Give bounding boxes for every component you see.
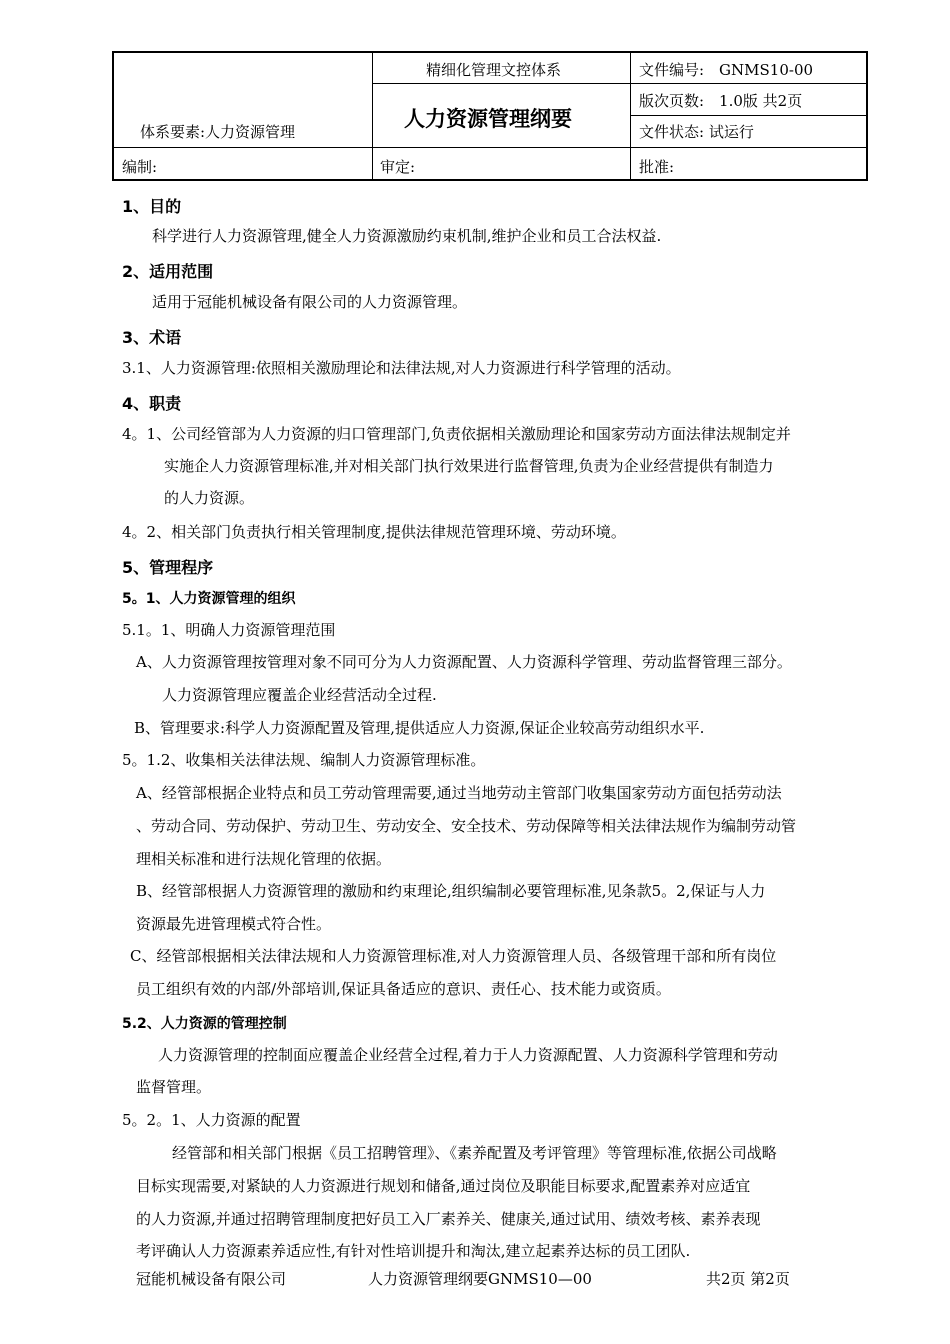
paragraph: 的人力资源。 [164, 489, 255, 507]
subsection-heading: 5。1、人力资源管理的组织 [122, 591, 296, 607]
paragraph: B、管理要求:科学人力资源配置及管理,提供适应人力资源,保证企业较高劳动组织水平. [134, 719, 705, 737]
document-title: 人力资源管理纲要 [404, 107, 572, 131]
document-number: 文件编号: GNMS10-00 [639, 61, 814, 79]
section-heading-purpose: 1、目的 [122, 197, 182, 216]
header-divider [372, 53, 373, 181]
header-divider [630, 53, 631, 181]
paragraph: A、经管部根据企业特点和员工劳动管理需要,通过当地劳动主管部门收集国家劳动方面包括劳动法 [136, 784, 782, 802]
section-heading-procedure: 5、管理程序 [122, 558, 214, 577]
prepared-by-label: 编制: [122, 158, 158, 176]
footer-company: 冠能机械设备有限公司 [136, 1270, 287, 1288]
system-name: 精细化管理文控体系 [426, 61, 562, 79]
paragraph: C、经管部根据相关法律法规和人力资源管理标准,对人力资源管理人员、各级管理干部和所有岗位 [130, 947, 777, 965]
paragraph: 人力资源管理的控制面应覆盖企业经营全过程,着力于人力资源配置、人力资源科学管理和劳动 [158, 1046, 778, 1064]
footer-page-number: 共2页 第2页 [706, 1270, 790, 1288]
system-element: 体系要素:人力资源管理 [140, 123, 296, 141]
paragraph: 4。1、公司经管部为人力资源的归口管理部门,负责依据相关激励理论和国家劳动方面法律法规制定并 [122, 425, 791, 443]
header-divider [372, 83, 868, 84]
paragraph: 目标实现需要,对紧缺的人力资源进行规划和储备,通过岗位及职能目标要求,配置素养对应适宜 [136, 1177, 751, 1195]
paragraph: 监督管理。 [136, 1078, 212, 1096]
paragraph: 人力资源管理应覆盖企业经营活动全过程. [162, 686, 437, 704]
paragraph: 经管部和相关部门根据《员工招聘管理》、《素养配置及考评管理》等管理标准,依据公司战略 [172, 1144, 777, 1162]
paragraph: 考评确认人力资源素养适应性,有针对性培训提升和淘汰,建立起素养达标的员工团队. [136, 1242, 691, 1260]
subsection-heading: 5.2、人力资源的管理控制 [122, 1016, 287, 1032]
section-heading-scope: 2、适用范围 [122, 262, 214, 281]
reviewed-by-label: 审定: [380, 158, 416, 176]
paragraph: 资源最先进管理模式符合性。 [136, 915, 332, 933]
paragraph: 实施企人力资源管理标准,并对相关部门执行效果进行监督管理,负责为企业经营提供有制造力 [164, 457, 774, 475]
paragraph: A、人力资源管理按管理对象不同可分为人力资源配置、人力资源科学管理、劳动监督管理三部分。 [136, 653, 792, 671]
document-header-table [112, 51, 868, 181]
paragraph: 4。2、相关部门负责执行相关管理制度,提供法律规范管理环境、劳动环境。 [122, 523, 626, 541]
header-divider [114, 147, 868, 148]
paragraph: 5.1。1、明确人力资源管理范围 [122, 621, 336, 639]
version-pages: 版次页数: 1.0版 共2页 [639, 92, 803, 110]
header-divider [630, 115, 868, 116]
section-heading-duties: 4、职责 [122, 394, 182, 413]
paragraph: 理相关标准和进行法规化管理的依据。 [136, 850, 392, 868]
paragraph: 3.1、人力资源管理:依照相关激励理论和法律法规,对人力资源进行科学管理的活动。 [122, 359, 681, 377]
paragraph: 科学进行人力资源管理,健全人力资源激励约束机制,维护企业和员工合法权益. [152, 227, 662, 245]
document-status: 文件状态: 试运行 [639, 123, 754, 141]
paragraph: 5。1.2、收集相关法律法规、编制人力资源管理标准。 [122, 751, 486, 769]
approved-by-label: 批准: [639, 158, 675, 176]
paragraph: 的人力资源,并通过招聘管理制度把好员工入厂素养关、健康关,通过试用、绩效考核、素养表现 [136, 1210, 761, 1228]
paragraph: 适用于冠能机械设备有限公司的人力资源管理。 [152, 293, 468, 311]
paragraph: 员工组织有效的内部/外部培训,保证具备适应的意识、责任心、技术能力或资质。 [136, 980, 671, 998]
footer-document: 人力资源管理纲要GNMS10—00 [368, 1270, 592, 1288]
paragraph: B、经管部根据人力资源管理的激励和约束理论,组织编制必要管理标准,见条款5。2,保证与人力 [136, 882, 766, 900]
section-heading-terms: 3、术语 [122, 328, 182, 347]
paragraph: 、劳动合同、劳动保护、劳动卫生、劳动安全、安全技术、劳动保障等相关法律法规作为编制劳动管 [136, 817, 797, 835]
paragraph: 5。2。1、人力资源的配置 [122, 1111, 301, 1129]
